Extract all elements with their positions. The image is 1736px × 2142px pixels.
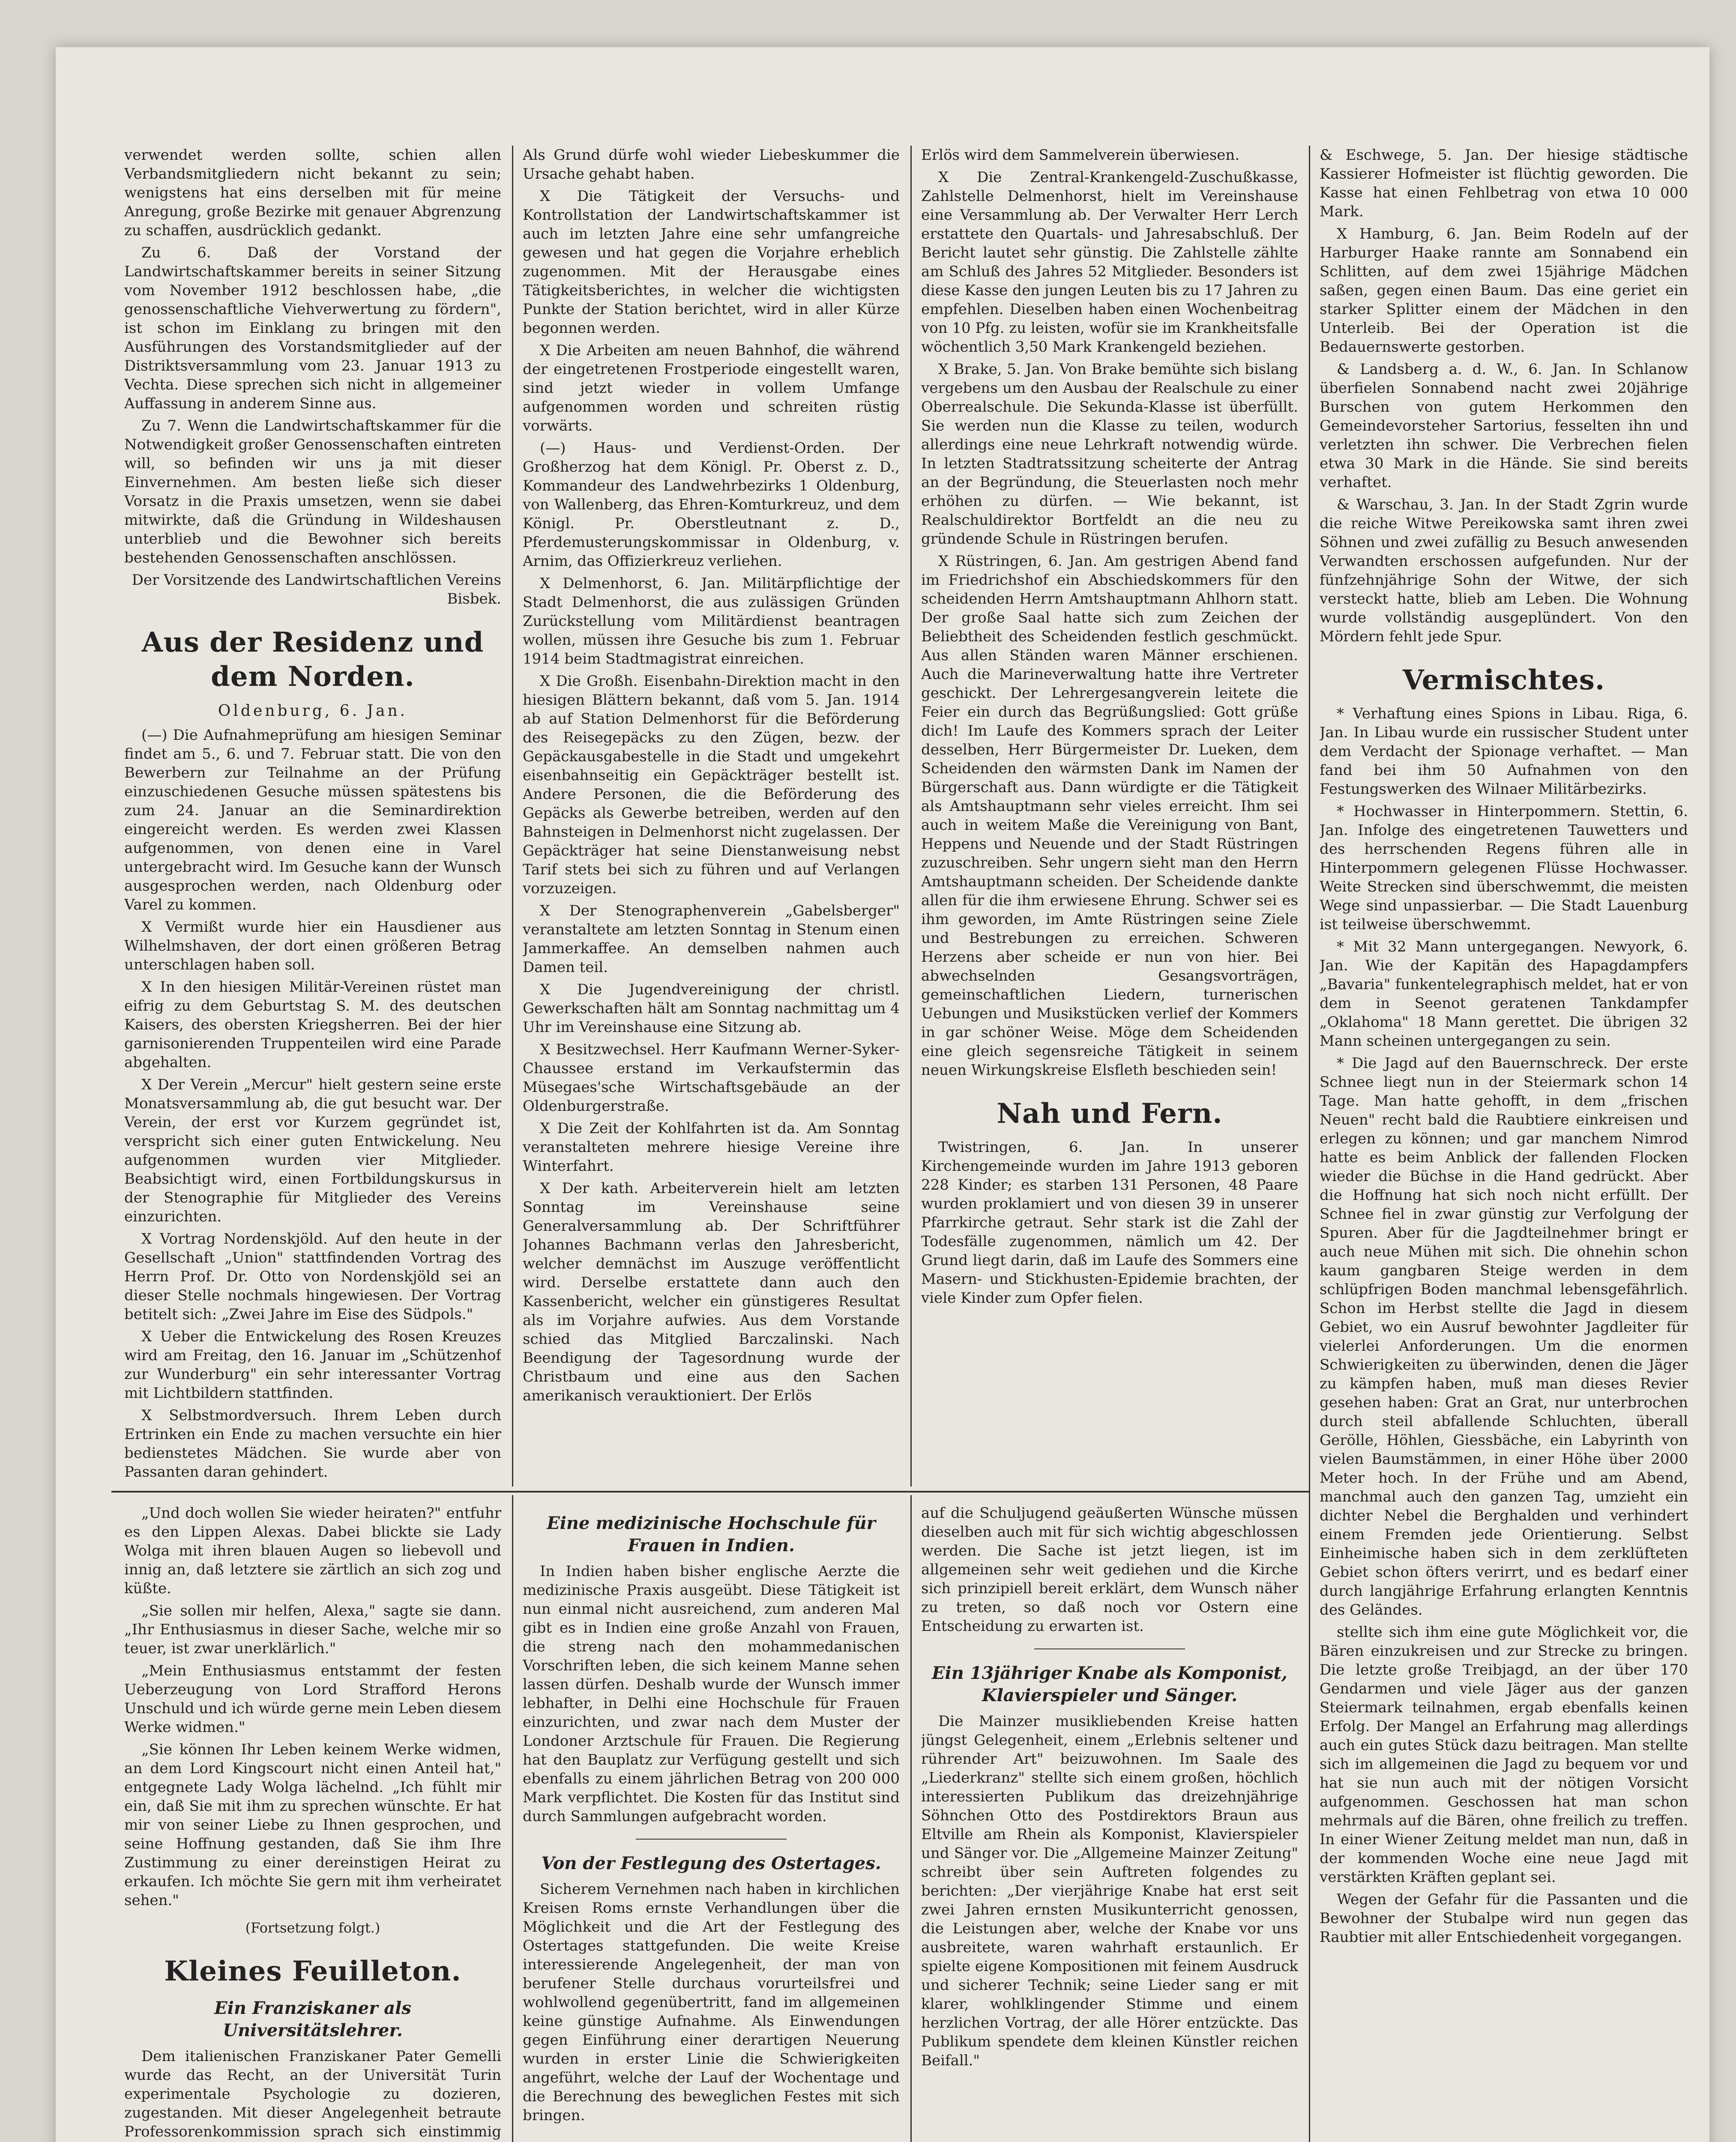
newspaper-page xyxy=(56,47,1709,2142)
paragraph: In Indien haben bisher englische Aerzte die medizinische Praxis ausgeübt. Diese Tätigkeit ist nun einmal nicht ausreichend, zum anderen Mal gibt es in Indien eine große Anzahl von Frauen, die streng nach den mohammedanischen Vorschriften leben, die sich keinem Manne sehen lassen dürfen. Deshalb wurde der Wunsch immer lebhafter, in Delhi eine Hochschule für Frauen einzurichten, und zwar nach dem Muster der Londoner Arztschule für Frauen. Die Regierung hat den Bauplatz zur Verfügung gestellt und sich ebenfalls zu einem jährlichen Betrag von 200 000 Mark verpflichtet. Die Kosten für das Institut sind durch Sammlungen aufgebracht worden. xyxy=(523,1563,900,1825)
section-heading: Aus der Residenz und dem Norden. xyxy=(141,626,484,693)
article-title: Ein 13jähriger Knabe als Komponist, Klavierspieler und Sänger. xyxy=(932,1663,1287,1705)
column-divider xyxy=(1309,146,1310,2142)
article-divider xyxy=(636,1839,787,1840)
paragraph: X Ueber die Entwickelung des Rosen Kreuzes wird am Freitag, den 16. Januar im „Schützenhof zur Wunderburg" ein sehr interessanter Vortrag mit Lichtbildern stattfinden. xyxy=(124,1328,501,1402)
paragraph: & Warschau, 3. Jan. In der Stadt Zgrin wurde die reiche Witwe Pereikowska samt ihren zwei Söhnen und zwei zufällig zu Besuch anwesenden Verwandten erschossen aufgefunden. Nur der fünfzehnjährige Sohn der Witwe, der sich versteckt hatte, blieb am Leben. Die Wohnung wurde vollständig ausgeplündert. Von den Mördern fehlt jede Spur. xyxy=(1320,496,1688,645)
dateline: Oldenburg, 6. Jan. xyxy=(218,702,408,720)
paragraph: * Die Jagd auf den Bauernschreck. Der erste Schnee liegt nun in der Steiermark schon 14 Tage. Man hatte gehofft, in dem „frischen Neuen" recht bald die Raubtiere einkreisen und erlegen zu können; und gar manchem Nimrod hatte es beim Anblick der fallenden Flocken wieder die Büchse in die Hand gedrückt. Aber die Hoffnung hat sich noch nicht erfüllt. Der Schnee fiel in zwar günstig zur Verfolgung der Spuren. Aber für die Jagdteilnehmer bringt er auch neue Mühen mit sich. Die ohnehin schon kaum gangbaren Steige werden in dem schlüpfrigen Boden manchmal lebensgefährlich. Schon im Herbst stellte die Jagd in diesem Gebiet, wo ein Ausruf bewohnter Jagdleiter für vielerlei Anforderungen. Um die enormen Schwierigkeiten zu überwinden, denen die Jäger zu kämpfen haben, muß man dieses Revier gesehen haben: Grat an Grat, nur unterbrochen durch steil abfallende Schluchten, überall Gerölle, Höhlen, Giessbäche, ein Labyrinth von vielen Baumstämmen, in einer Höhe über 2000 Meter hoch. In der Frühe und am Abend, manchmal auch den ganzen Tag, umzieht ein dichter Nebel die Berghalden und verhindert einem Fremden jede Orientierung. Selbst Einheimische haben sich in dem zerklüfteten Gebiet schon öfters verirrt, und es bedarf einer durch langjährige Erfahrung erlangten Kenntnis des Geländes. xyxy=(1320,1055,1688,1618)
paragraph: X Hamburg, 6. Jan. Beim Rodeln auf der Harburger Haake rannte am Sonnabend ein Schlitten, auf dem zwei 15jährige Mädchen saßen, gegen einen Baum. Das eine geriet ein starker Splitter einem der Mädchen in den Unterleib. Bei der Operation ist die Bedauernswerte gestorben. xyxy=(1320,225,1688,356)
lower-column-2 xyxy=(523,1504,900,2142)
column-2 xyxy=(523,146,900,1482)
column-3 xyxy=(921,146,1298,1482)
paragraph: X Die Tätigkeit der Versuchs- und Kontrollstation der Landwirtschaftskammer ist auch im letzten Jahre eine sehr umfangreiche gewesen und hat gegen die Vorjahre erheblich zugenommen. Mit der Herausgabe eines Tätigkeitsberichtes, in welcher die wichtigsten Punkte der Station berichtet, wird in aller Kürze begonnen werden. xyxy=(523,188,900,337)
paragraph: Sicherem Vernehmen nach haben in kirchlichen Kreisen Roms ernste Verhandlungen über die Möglichkeit und die Art der Festlegung des Ostertages stattgefunden. Die weite Kreise interessierende Angelegenheit, der man von berufener Stelle durchaus vorurteilsfrei und wohlwollend gegenübertritt, fand im allgemeinen keine günstige Aufnahme. Als Einwendungen gegen Einführung einer derartigen Neuerung wurden in erster Linie die Schwierigkeiten angeführt, welche der Lauf der Wochentage und die Berechnung des beweglichen Festes mit sich bringen. xyxy=(523,1881,900,2124)
paragraph: X Selbstmordversuch. Ihrem Leben durch Ertrinken ein Ende zu machen versuchte ein hier bedienstetes Mädchen. Sie wurde aber von Passanten daran gehindert. xyxy=(124,1407,501,1481)
paragraph: X In den hiesigen Militär-Vereinen rüstet man eifrig zu dem Geburtstag S. M. des deutschen Kaisers, des obersten Kriegsherren. Bei der hier garnisonierenden Truppenteilen wird eine Parade abgehalten. xyxy=(124,978,501,1071)
column-divider xyxy=(910,146,912,1487)
paragraph: X Brake, 5. Jan. Von Brake bemühte sich bislang vergebens um den Ausbau der Realschule zu einer Oberrealschule. Die Sekunda-Klasse ist überfüllt. Sie werden nun die Klasse zu teilen, wodurch allerdings eine neue Lehrkraft notwendig würde. In letzten Stadtratssitzung scheiterte der Antrag an der Begründung, die Steuerlasten noch mehr erhöhen zu dürfen. — Wie bekannt, ist Realschuldirektor Bortfeldt an die neu zu gründende Schule in Rüstringen berufen. xyxy=(921,361,1298,547)
paragraph: Zu 6. Daß der Vorstand der Landwirtschaftskammer bereits in seiner Sitzung vom November 1912 beschlossen habe, „die genossenschaftliche Viehverwertung zu fördern", ist schon im Einklang zu bringen mit den Ausführungen des Vorstandsmitglieder auf der Distriktsversammlung vom 23. Januar 1913 zu Vechta. Diese sprechen sich nicht in allgemeiner Auffassung in anderem Sinne aus. xyxy=(124,244,501,412)
paragraph: * Verhaftung eines Spions in Libau. Riga, 6. Jan. In Libau wurde ein russischer Student unter dem Verdacht der Spionage verhaftet. — Man fand bei ihm 50 Aufnahmen von den Festungswerken des Wilnaer Militärbezirks. xyxy=(1320,705,1688,798)
paragraph: auf die Schuljugend geäußerten Wünsche müssen dieselben auch mit für sich wichtig abgeschlossen werden. Die Sache ist jetzt liegen, ist im allgemeinen sehr weit gediehen und die Kirche sich prinzipiell bereit erklärt, dem Wunsch näher zu treten, so daß noch vor Ostern eine Entscheidung zu erwarten ist. xyxy=(921,1505,1298,1635)
paragraph: X Delmenhorst, 6. Jan. Militärpflichtige der Stadt Delmenhorst, die aus zulässigen Gründen Zurückstellung vom Militärdienst beantragen wollen, müssen ihre Gesuche bis zum 1. Februar 1914 beim Stadtmagistrat einreichen. xyxy=(523,575,900,667)
paragraph: verwendet werden sollte, schien allen Verbandsmitgliedern nicht bekannt zu sein; wenigstens hat eins derselben mit für meine Anregung, große Bezirke mit genauer Abgrenzung zu schaffen, ausdrücklich gedankt. xyxy=(124,147,501,239)
paragraph: X Die Großh. Eisenbahn-Direktion macht in den hiesigen Blättern bekannt, daß vom 5. Jan. 1914 ab auf Station Delmenhorst für die Beförderung des Reisegepäcks zu den Zügen, bezw. der Gepäckausgabestelle in die Stadt und umgekehrt eisenbahnseitig ein Gepäckträger bestellt ist. Andere Personen, die die Beförderung des Gepäcks als Gewerbe betreiben, werden auf den Bahnsteigen in Delmenhorst nicht zugelassen. Der Gepäckträger hat seine Dienstanweisung nebst Tarif stets bei sich zu führen und auf Verlangen vorzuzeigen. xyxy=(523,673,900,897)
continuation-note: (Fortsetzung folgt.) xyxy=(245,1920,380,1936)
article-title: Eine medizinische Hochschule für Frauen in Indien. xyxy=(547,1513,876,1556)
section-heading: Vermischtes. xyxy=(1402,664,1605,696)
paragraph: X Vermißt wurde hier ein Hausdiener aus Wilhelmshaven, der dort einen größeren Betrag unterschlagen haben soll. xyxy=(124,918,501,973)
paragraph: stellte sich ihm eine gute Möglichkeit vor, die Bären einzukreisen und zur Strecke zu bringen. Die letzte große Treibjagd, an der über 170 Gendarmen und viele Jäger aus der ganzen Steiermark teilnahmen, ergab ebenfalls keinen Erfolg. Der Mangel an Erfahrung mag allerdings auch ein gutes Stück dazu beitragen. Man stellte sich im allgemeinen die Jagd zu bequem vor und hat sie nun auch mit der nötigen Vorsicht aufgenommen. Geschossen hat man schon mehrmals auf die Bären, ohne freilich zu treffen. In einer Wiener Zeitung meldet man nun, daß in der kommenden Woche eine neue Jagd mit verstärkten Kräften geplant sei. xyxy=(1320,1624,1688,1886)
paragraph: * Hochwasser in Hinterpommern. Stettin, 6. Jan. Infolge des eingetretenen Tauwetters und des herrschenden Regens führen alle in Hinterpommern gelegenen Flüsse Hochwasser. Weite Strecken sind überschwemmt, die meisten Wege sind unpassierbar. — Die Stadt Lauenburg ist teilweise überschwemmt. xyxy=(1320,803,1688,933)
paragraph: * Mit 32 Mann untergegangen. Newyork, 6. Jan. Wie der Kapitän des Hapagdampfers „Bavaria" funkentelegraphisch meldet, hat er von dem in Seenot geratenen Tankdampfer „Oklahoma" 18 Mann gerettet. Die übrigen 32 Mann scheinen untergegangen zu sein. xyxy=(1320,938,1688,1050)
article-title: Ein Franziskaner als Universitätslehrer. xyxy=(214,1998,411,2040)
paragraph: „Mein Enthusiasmus entstammt der festen Ueberzeugung von Lord Strafford Herons Unschuld und ich würde gerne mein Leben diesem Werke widmen." xyxy=(124,1662,501,1736)
signature: Der Vorsitzende des Landwirtschaftlichen Vereins Bisbek. xyxy=(132,571,501,607)
column-4 xyxy=(1320,146,1688,2142)
section-heading: Kleines Feuilleton. xyxy=(164,1955,461,1987)
paragraph: „Und doch wollen Sie wieder heiraten?" entfuhr es den Lippen Alexas. Dabei blickte sie Lady Wolga mit ihren blauen Augen so liebevoll und innig an, daß letztere sie zärtlich an sich zog und küßte. xyxy=(124,1505,501,1597)
column-divider xyxy=(512,1495,513,2142)
paragraph: & Landsberg a. d. W., 6. Jan. In Schlanow überfielen Sonnabend nacht zwei 20jährige Burschen von gutem Herkommen den Gemeindevorsteher Sartorius, fesselten ihn und verletzten ihn schwer. Die Verbrechen fielen etwa 30 Mark in die Hände. Sie sind bereits verhaftet. xyxy=(1320,361,1688,491)
paragraph: Erlös wird dem Sammelverein überwiesen. xyxy=(921,147,1240,164)
section-heading: Nah und Fern. xyxy=(997,1098,1223,1130)
paragraph: Die Mainzer musikliebenden Kreise hatten jüngst Gelegenheit, einem „Erlebnis seltener und rührender Art" beizuwohnen. Im Saale des „Liederkranz" stellte sich einem großen, höchlich interessierten Publikum das dreizehnjährige Söhnchen Otto des Postdirektors Braun aus Eltville am Rhein als Komponist, Klavierspieler und Sänger vor. Die „Allgemeine Mainzer Zeitung" schreibt über sein Auftreten folgendes zu berichten: „Der vierjährige Knabe hat erst seit zwei Jahren ernsten Musikunterricht genossen, die Leistungen aber, welche der Knabe vor uns ausbreitete, waren wahrhaft erstaunlich. Er spielte eigene Kompositionen mit feinem Ausdruck und sicherer Technik; seine Lieder sang er mit klarer, wohlklingender Stimme und einem herzlichen Vortrag, der alle Hörer entzückte. Das Publikum spendete dem kleinen Künstler reichen Beifall." xyxy=(921,1713,1298,2069)
paragraph: (—) Haus- und Verdienst-Orden. Der Großherzog hat dem Königl. Pr. Oberst z. D., Kommandeur des Landwehrbezirks 1 Oldenburg, von Wallenberg, das Ehren-Komturkreuz, und dem Königl. Pr. Oberstleutnant z. D., Pferdemusterungskommissar in Oldenburg, v. Arnim, das Offizierkreuz verliehen. xyxy=(523,440,900,570)
article-divider xyxy=(1034,1648,1185,1649)
paragraph: Dem italienischen Franziskaner Pater Gemelli wurde das Recht, an der Universität Turin experimentale Psychologie zu dozieren, zugestanden. Mit dieser Angelegenheit betraute Professorenkommission sprach sich einstimmig xyxy=(124,2048,501,2140)
paragraph: X Die Arbeiten am neuen Bahnhof, die während der eingetretenen Frostperiode eingestellt waren, sind jetzt wieder in vollem Umfange aufgenommen worden und schreiten rüstig vorwärts. xyxy=(523,342,900,434)
paragraph: & Eschwege, 5. Jan. Der hiesige städtische Kassierer Hofmeister ist flüchtig geworden. Die Kasse hat einen Fehlbetrag von etwa 10 000 Mark. xyxy=(1320,147,1688,220)
paragraph: X Vortrag Nordenskjöld. Auf den heute in der Gesellschaft „Union" stattfindenden Vortrag des Herrn Prof. Dr. Otto von Nordenskjöld sei an dieser Stelle nochmals hingewiesen. Der Vortrag betitelt sich: „Zwei Jahre im Eise des Südpols." xyxy=(124,1230,501,1323)
paragraph: X Die Zeit der Kohlfahrten ist da. Am Sonntag veranstalteten mehrere hiesige Vereine ihre Winterfahrt. xyxy=(523,1120,900,1175)
paragraph: (—) Die Aufnahmeprüfung am hiesigen Seminar findet am 5., 6. und 7. Februar statt. Die von den Bewerbern zur Teilnahme an der Prüfung einzuschiedenen Gesuche müssen spätestens bis zum 24. Januar an die Seminardirektion eingereicht werden. Es werden zwei Klassen aufgenommen, von denen eine in Varel untergebracht wird. Im Gesuche kann der Wunsch ausgesprochen werden, nach Oldenburg oder Varel zu kommen. xyxy=(124,727,501,913)
paragraph: „Sie können Ihr Leben keinem Werke widmen, an dem Lord Kingscourt nicht einen Anteil hat," entgegnete Lady Wolga lächelnd. „Ich fühlt mir ein, daß Sie mit ihm zu sprechen wünschte. Er hat mir von seiner Liebe zu Ihnen gesprochen, und seine Hoffnung gestanden, daß Sie ihm Ihre Zustimmung zu einer dereinstigen Heirat zu erkaufen. Ich möchte Sie gern mit ihm verheiratet sehen." xyxy=(124,1741,501,1909)
article-title: Von der Festlegung des Ostertages. xyxy=(541,1853,881,1873)
paragraph: Twistringen, 6. Jan. In unserer Kirchengemeinde wurden im Jahre 1913 geboren 228 Kinder; es starben 131 Personen, 48 Paare wurden proklamiert und von diesen 39 in unserer Pfarrkirche getraut. Sehr stark ist die Zahl der Todesfälle zugenommen, nämlich um 42. Der Grund liegt darin, daß im Laufe des Sommers eine Masern- und Stickhusten-Epidemie brachten, der viele Kinder zum Opfer fielen. xyxy=(921,1139,1298,1307)
paragraph: X Rüstringen, 6. Jan. Am gestrigen Abend fand im Friedrichshof ein Abschiedskommers für den scheidenden Herrn Amtshauptmann Ahlhorn statt. Der große Saal hatte sich zum Zeichen der Beliebtheit des Scheidenden festlich geschmückt. Aus allen Ständen waren Männer erschienen. Auch die Marineverwaltung hatte ihre Vertreter geschickt. Der Lehrergesangverein leitete die Feier ein durch das Begrüßungslied: Gott grüße dich! Im Laufe des Kommers sprach der Leiter desselben, Herr Bürgermeister Dr. Lueken, dem Scheidenden den wärmsten Dank im Namen der Bürgerschaft aus. Dann würdigte er die Tätigkeit als Amtshauptmann sehr vieles erreicht. Ihm sei auch in weitem Maße die Vereinigung von Bant, Heppens und Neuende und der Stadt Rüstringen zuzuschreiben. Sehr ungern sieht man den Herrn Amtshauptmann scheiden. Der Scheidende dankte allen für die ihm erwiesene Ehrung. Schwer sei es ihm geworden, im Amte Rüstringen seine Ziele und Bestrebungen zu erreichen. Schweren Herzens aber scheide er nun von hier. Bei abwechselnden Gesangsvorträgen, gemeinschaftlichen Liedern, turnerischen Uebungen und Musikstücken verlief der Kommers in gar schöner Weise. Möge dem Scheidenden eine gleich segensreiche Tätigkeit in seinem neuen Wirkungskreise Elsfleth beschieden sein! xyxy=(921,553,1298,1079)
paragraph: X Der Stenographenverein „Gabelsberger" veranstaltete am letzten Sonntag in Stenum einen Jammerkaffee. An demselben nahmen auch Damen teil. xyxy=(523,902,900,976)
column-divider xyxy=(512,146,513,1487)
paragraph: Zu 7. Wenn die Landwirtschaftskammer für die Notwendigkeit großer Genossenschaften eintreten will, so befinden wir uns ja mit dieser Einvernehmen. Am besten ließe sich dieser Vorsatz in die Praxis umsetzen, wenn sie dabei mitwirkte, daß die Gründung in Wildeshausen unterblieb und die Bewohner sich bereits bestehenden Genossenschaften anschlössen. xyxy=(124,417,501,566)
paragraph: X Der Verein „Mercur" hielt gestern seine erste Monatsversammlung ab, die gut besucht war. Der Verein, der erst vor Kurzem gegründet ist, verspricht sich einer guten Entwickelung. Neu aufgenommen wurden vier Mitglieder. Beabsichtigt wird, einen Fortbildungskursus in der Stenographie für Mitglieder des Vereins einzurichten. xyxy=(124,1076,501,1225)
section-divider xyxy=(111,1491,1309,1493)
column-1 xyxy=(124,146,501,1482)
lower-column-3 xyxy=(921,1504,1298,2142)
column-divider xyxy=(910,1495,912,2142)
lower-column-1 xyxy=(124,1504,501,2142)
paragraph: X Die Jugendvereinigung der christl. Gewerkschaften hält am Sonntag nachmittag um 4 Uhr im Vereinshause eine Sitzung ab. xyxy=(523,981,900,1036)
paragraph: X Besitzwechsel. Herr Kaufmann Werner-Syker-Chaussee erstand im Verkaufstermin das Müsegaes'sche Wirtschaftsgebäude an der Oldenburgerstraße. xyxy=(523,1041,900,1115)
paragraph: „Sie sollen mir helfen, Alexa," sagte sie dann. „Ihr Enthusiasmus in dieser Sache, welche mir so teuer, ist zwar unerklärlich." xyxy=(124,1602,501,1657)
paragraph: Als Grund dürfe wohl wieder Liebeskummer die Ursache gehabt haben. xyxy=(523,147,900,182)
paragraph: Wegen der Gefahr für die Passanten und die Bewohner der Stubalpe wird nun gegen das Raubtier mit aller Entschiedenheit vorgegangen. xyxy=(1320,1891,1688,1946)
paragraph: X Der kath. Arbeiterverein hielt am letzten Sonntag im Vereinshause seine Generalversammlung ab. Der Schriftführer Johannes Bachmann verlas den Jahresbericht, welcher demnächst im Auszuge veröffentlicht wird. Derselbe erstattete dann auch den Kassenbericht, welcher ein günstigeres Resultat als im Vorjahre aufwies. Aus dem Vorstande schied das Mitglied Barczalinski. Nach Beendigung der Tagesordnung wurde der Christbaum und eine aus den Sachen amerikanisch verauktioniert. Der Erlös xyxy=(523,1180,900,1404)
paragraph: X Die Zentral-Krankengeld-Zuschußkasse, Zahlstelle Delmenhorst, hielt im Vereinshause eine Versammlung ab. Der Verwalter Herr Lerch erstattete den Quartals- und Jahresabschluß. Der Bericht lautet sehr günstig. Die Zahlstelle zählte am Schluß des Jahres 52 Mitglieder. Besonders ist diese Kasse den jungen Leuten bis zu 17 Jahren zu empfehlen. Dieselben haben einen Wochenbeitrag von 10 Pfg. zu leisten, wofür sie im Krankheitsfalle wöchentlich 3,50 Mark Krankengeld beziehen. xyxy=(921,169,1298,356)
